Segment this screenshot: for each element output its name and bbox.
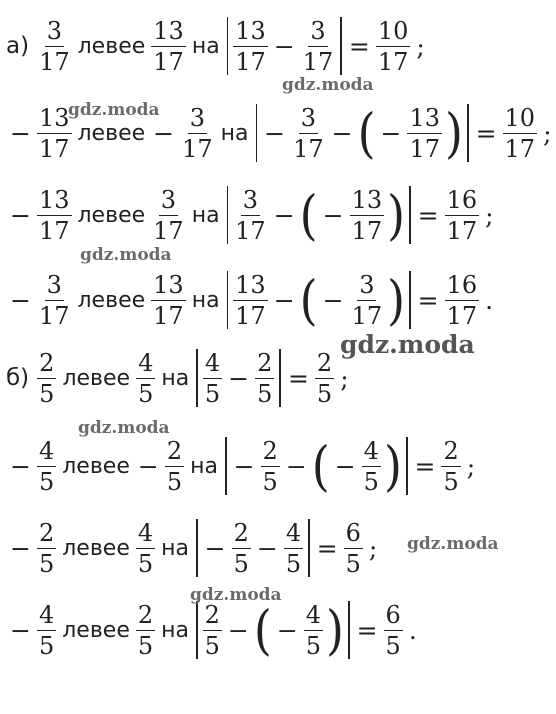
minus-sign: − (273, 200, 295, 230)
close-paren: ) (326, 598, 344, 662)
punctuation: ; (416, 31, 425, 61)
minus-sign: − (10, 285, 31, 315)
fraction: $\frac{2}{5}$ (443, 436, 459, 496)
equation-line (6, 177, 498, 253)
minus-sign: − (273, 31, 295, 61)
close-paren: ) (387, 183, 406, 247)
equals-sign: = (414, 451, 436, 481)
absolute-value-bar (406, 437, 408, 495)
fraction: $\frac{6}{5}$ (345, 518, 361, 578)
absolute-value-bar (409, 186, 411, 244)
fraction: $\frac{4}{5}$ (305, 600, 322, 660)
minus-sign: − (137, 451, 159, 481)
minus-sign: − (256, 533, 278, 563)
watermark: gdz.moda (78, 418, 170, 438)
word-by: на (191, 33, 220, 59)
minus-sign: − (285, 451, 307, 481)
watermark: gdz.moda (407, 534, 499, 554)
word-left-of: левее (77, 202, 146, 228)
fraction: $\frac{13}{17}$ (235, 270, 266, 330)
minus-sign: − (10, 615, 31, 645)
fraction: $\frac{3}{17}$ (39, 16, 70, 76)
word-left-of: левее (77, 120, 146, 146)
absolute-value-bar (409, 271, 411, 329)
fraction: $\frac{2}{5}$ (233, 518, 249, 578)
equation-line (6, 510, 381, 586)
punctuation: . (408, 615, 417, 645)
minus-sign: − (227, 615, 249, 645)
punctuation: . (485, 285, 494, 315)
equals-sign: = (287, 363, 309, 393)
word-left-of: левее (62, 617, 130, 643)
fraction: $\frac{13}{17}$ (153, 270, 184, 330)
fraction: $\frac{3}{17}$ (351, 270, 383, 330)
item-marker: а) (6, 33, 30, 59)
fraction: $\frac{3}{17}$ (38, 270, 70, 330)
minus-sign: − (10, 200, 31, 230)
absolute-value-bar (196, 519, 198, 577)
equals-sign: = (475, 118, 497, 148)
fraction: $\frac{13}{17}$ (409, 103, 441, 163)
fraction: $\frac{13}{17}$ (38, 185, 70, 245)
minus-sign: − (380, 118, 402, 148)
open-paren: ( (253, 598, 272, 662)
fraction: $\frac{3}{17}$ (293, 103, 324, 163)
absolute-value-bar (196, 601, 198, 659)
minus-sign: − (10, 118, 31, 148)
fraction: $\frac{4}{5}$ (363, 436, 379, 496)
close-paren: ) (445, 101, 463, 165)
word-by: на (161, 617, 190, 643)
watermark: gdz.moda (80, 245, 172, 265)
fraction: $\frac{4}{5}$ (137, 518, 154, 578)
fraction: $\frac{10}{17}$ (504, 103, 536, 163)
close-paren: ) (383, 434, 402, 498)
fraction: $\frac{13}{17}$ (38, 103, 70, 163)
minus-sign: − (322, 200, 344, 230)
fraction: $\frac{2}{5}$ (38, 518, 55, 578)
minus-sign: − (204, 533, 226, 563)
minus-sign: − (334, 451, 356, 481)
punctuation: ; (543, 118, 552, 148)
minus-sign: − (10, 451, 31, 481)
watermark: gdz.moda (340, 330, 475, 359)
minus-sign: − (10, 533, 31, 563)
open-paren: ( (299, 183, 318, 247)
open-paren: ( (357, 101, 376, 165)
equals-sign: = (316, 533, 338, 563)
fraction: $\frac{2}{5}$ (257, 348, 273, 408)
fraction: $\frac{2}{5}$ (166, 436, 183, 496)
punctuation: ; (485, 200, 494, 230)
fraction: $\frac{2}{5}$ (316, 348, 333, 408)
word-by: на (220, 120, 249, 146)
word-by: на (161, 535, 190, 561)
punctuation: ; (368, 533, 378, 563)
watermark: gdz.moda (68, 100, 160, 120)
punctuation: ; (466, 451, 476, 481)
fraction: $\frac{4}{5}$ (285, 518, 302, 578)
word-by: на (161, 365, 190, 391)
absolute-value-bar (225, 437, 227, 495)
fraction: $\frac{2}{5}$ (262, 436, 278, 496)
fraction: $\frac{16}{17}$ (446, 270, 478, 330)
minus-sign: − (331, 118, 353, 148)
fraction: $\frac{3}{17}$ (153, 185, 184, 245)
equals-sign: = (417, 285, 439, 315)
absolute-value-bar (467, 104, 469, 162)
fraction: $\frac{13}{17}$ (351, 185, 383, 245)
absolute-value-bar (196, 349, 198, 407)
watermark: gdz.moda (190, 585, 282, 605)
minus-sign: − (322, 285, 344, 315)
word-left-of: левее (62, 535, 130, 561)
minus-sign: − (153, 118, 175, 148)
fraction: $\frac{6}{5}$ (385, 600, 401, 660)
minus-sign: − (233, 451, 255, 481)
fraction: $\frac{4}{5}$ (138, 348, 154, 408)
fraction: $\frac{3}{17}$ (235, 185, 266, 245)
absolute-value-bar (256, 104, 258, 162)
word-left-of: левее (77, 33, 146, 59)
fraction: $\frac{2}{5}$ (39, 348, 55, 408)
equals-sign: = (417, 200, 439, 230)
fraction: $\frac{13}{17}$ (153, 16, 184, 76)
fraction: $\frac{3}{17}$ (182, 103, 213, 163)
absolute-value-bar (348, 601, 350, 659)
fraction: $\frac{3}{17}$ (302, 16, 334, 76)
absolute-value-bar (279, 349, 281, 407)
word-left-of: левее (62, 365, 131, 391)
fraction: $\frac{4}{5}$ (38, 600, 55, 660)
fraction: $\frac{10}{17}$ (377, 16, 409, 76)
fraction: $\frac{2}{5}$ (137, 600, 154, 660)
close-paren: ) (387, 268, 406, 332)
word-left-of: левее (77, 287, 146, 313)
equation-line (6, 428, 479, 504)
word-left-of: левее (62, 453, 130, 479)
equation-line (6, 8, 429, 84)
absolute-value-bar (227, 271, 229, 329)
open-paren: ( (311, 434, 330, 498)
fraction: $\frac{4}{5}$ (204, 348, 221, 408)
punctuation: ; (340, 363, 349, 393)
equals-sign: = (348, 31, 370, 61)
word-by: на (191, 202, 220, 228)
fraction: $\frac{13}{17}$ (235, 16, 266, 76)
equation-line (6, 262, 497, 338)
word-by: на (191, 287, 220, 313)
absolute-value-bar (308, 519, 310, 577)
open-paren: ( (299, 268, 318, 332)
fraction: $\frac{16}{17}$ (446, 185, 478, 245)
fraction: $\frac{4}{5}$ (38, 436, 55, 496)
minus-sign: − (228, 363, 250, 393)
absolute-value-bar (340, 17, 342, 75)
minus-sign: − (276, 615, 298, 645)
word-by: на (190, 453, 218, 479)
fraction: $\frac{2}{5}$ (204, 600, 220, 660)
minus-sign: − (264, 118, 286, 148)
absolute-value-bar (227, 186, 229, 244)
item-marker: б) (6, 365, 30, 391)
minus-sign: − (273, 285, 295, 315)
equals-sign: = (356, 615, 378, 645)
equation-line (6, 340, 353, 416)
watermark: gdz.moda (282, 75, 374, 95)
absolute-value-bar (227, 17, 229, 75)
